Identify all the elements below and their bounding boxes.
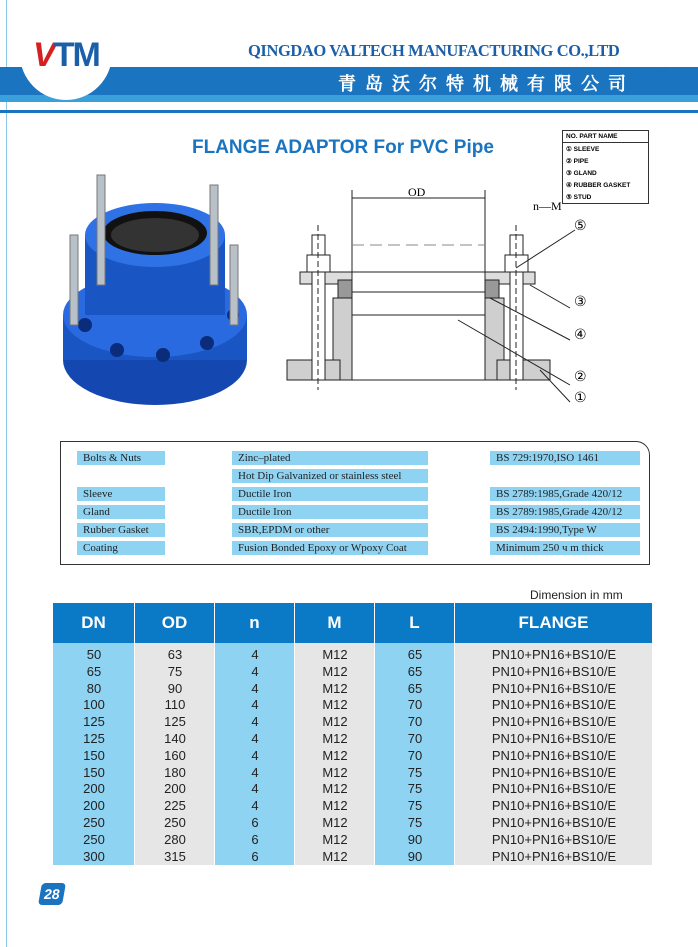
spec-part-cell: Coating <box>77 541 165 555</box>
table-cell: 90 <box>407 831 423 847</box>
table-cell: 90 <box>167 680 183 696</box>
table-cell: 280 <box>164 831 186 847</box>
table-cell: 150 <box>83 747 105 763</box>
legend-item: ② PIPE <box>566 158 589 165</box>
product-photo <box>55 165 255 425</box>
nm-label: n—M <box>533 199 562 213</box>
header-rule <box>0 110 698 113</box>
table-cell: 6 <box>251 815 259 830</box>
table-cell: PN10+PN16+BS10/E <box>491 764 617 780</box>
legend-header: NO. PART NAME <box>563 131 648 143</box>
page-number: 28 <box>38 883 66 905</box>
table-cell: 90 <box>407 848 423 864</box>
table-cell: 65 <box>86 663 102 679</box>
table-cell: 75 <box>407 781 423 797</box>
legend-item: ① SLEEVE <box>566 146 600 153</box>
table-cell: M12 <box>322 714 348 730</box>
table-cell: M12 <box>322 647 348 662</box>
table-cell: 50 <box>86 647 102 662</box>
table-cell: PN10+PN16+BS10/E <box>491 831 617 847</box>
table-cell: 4 <box>251 764 259 780</box>
legend-item: ③ GLAND <box>566 170 597 177</box>
table-cell: 70 <box>407 747 423 763</box>
table-cell: PN10+PN16+BS10/E <box>491 697 617 713</box>
table-cell: 4 <box>251 697 259 713</box>
table-cell: M12 <box>322 680 348 696</box>
table-cell: 315 <box>164 848 186 864</box>
spec-standard-cell: Minimum 250 ч m thick <box>490 541 640 555</box>
table-cell: 125 <box>83 714 105 730</box>
table-cell: PN10+PN16+BS10/E <box>491 815 617 830</box>
column-header-dn: DN <box>53 603 135 643</box>
table-cell: PN10+PN16+BS10/E <box>491 663 617 679</box>
spec-standard-cell: BS 2789:1985,Grade 420/12 <box>490 505 640 519</box>
table-cell: 65 <box>407 680 423 696</box>
page-border-line <box>6 0 7 947</box>
table-cell: 4 <box>251 798 259 814</box>
table-cell: 110 <box>164 697 186 713</box>
arrow-icon: ↙ <box>656 62 668 78</box>
table-cell: 4 <box>251 731 259 746</box>
callout-4: ④ <box>574 327 587 343</box>
table-cell: 6 <box>251 848 259 864</box>
page-title: FLANGE ADAPTOR For PVC Pipe <box>192 137 494 158</box>
table-cell: M12 <box>322 781 348 797</box>
dimension-note: Dimension in mm <box>530 588 623 602</box>
spec-part-cell: Sleeve <box>77 487 165 501</box>
table-cell: 180 <box>164 764 186 780</box>
table-cell: PN10+PN16+BS10/E <box>491 714 617 730</box>
table-cell: PN10+PN16+BS10/E <box>491 848 617 864</box>
company-logo: VTM <box>33 36 99 74</box>
spec-material-cell: Fusion Bonded Epoxy or Wpoxy Coat <box>232 541 428 555</box>
table-cell: M12 <box>322 815 348 830</box>
table-cell: M12 <box>322 747 348 763</box>
table-cell: 80 <box>86 680 102 696</box>
table-cell: PN10+PN16+BS10/E <box>491 747 617 763</box>
spec-part-cell: Bolts & Nuts <box>77 451 165 465</box>
table-cell: M12 <box>322 798 348 814</box>
table-cell: 4 <box>251 647 259 662</box>
table-cell: PN10+PN16+BS10/E <box>491 680 617 696</box>
column-header-od: OD <box>135 603 215 643</box>
table-cell: 4 <box>251 714 259 730</box>
table-cell: 140 <box>164 731 186 746</box>
table-cell: 150 <box>83 764 105 780</box>
table-cell: 250 <box>83 815 105 830</box>
spec-material-cell: Hot Dip Galvanized or stainless steel <box>232 469 428 483</box>
spec-material-cell: Ductile Iron <box>232 487 428 501</box>
callout-1: ① <box>574 390 587 406</box>
callout-3: ③ <box>574 294 587 310</box>
callout-5: ⑤ <box>574 218 587 234</box>
table-cell: 200 <box>164 781 186 797</box>
spec-material-cell: SBR,EPDM or other <box>232 523 428 537</box>
table-cell: 200 <box>83 781 105 797</box>
column-header-flange: FLANGE <box>455 603 653 643</box>
od-label: OD <box>408 185 426 199</box>
table-cell: 160 <box>164 747 186 763</box>
table-cell: 4 <box>251 663 259 679</box>
table-cell: 250 <box>83 831 105 847</box>
table-cell: PN10+PN16+BS10/E <box>491 781 617 797</box>
table-cell: 65 <box>407 647 423 662</box>
table-cell: 75 <box>407 764 423 780</box>
table-cell: 125 <box>164 714 186 730</box>
column-header-l: L <box>375 603 455 643</box>
table-cell: 225 <box>164 798 186 814</box>
spec-material-cell: Zinc–plated <box>232 451 428 465</box>
table-cell: 63 <box>167 647 183 662</box>
table-cell: 100 <box>83 697 105 713</box>
table-cell: 4 <box>251 680 259 696</box>
legend-item: ⑤ STUD <box>566 194 592 201</box>
table-cell: 75 <box>407 815 423 830</box>
table-cell: M12 <box>322 663 348 679</box>
table-cell: PN10+PN16+BS10/E <box>491 731 617 746</box>
company-name-cn: 青岛沃尔特机械有限公司 <box>338 74 635 95</box>
spec-material-cell: Ductile Iron <box>232 505 428 519</box>
technical-drawing <box>280 180 600 420</box>
spec-standard-cell: BS 2789:1985,Grade 420/12 <box>490 487 640 501</box>
spec-standard-cell: BS 2494:1990,Type W <box>490 523 640 537</box>
header-band-light <box>0 95 698 102</box>
table-cell: PN10+PN16+BS10/E <box>491 798 617 814</box>
spec-part-cell: Rubber Gasket <box>77 523 165 537</box>
table-cell: 250 <box>164 815 186 830</box>
callout-2: ② <box>574 369 587 385</box>
table-cell: 300 <box>83 848 105 864</box>
company-name-en: QINGDAO VALTECH MANUFACTURING CO.,LTD <box>248 41 620 60</box>
table-cell: 200 <box>83 798 105 814</box>
table-cell: M12 <box>322 831 348 847</box>
parts-legend <box>562 130 649 204</box>
table-cell: 4 <box>251 781 259 797</box>
table-cell: 4 <box>251 747 259 763</box>
spec-standard-cell: BS 729:1970,ISO 1461 <box>490 451 640 465</box>
table-cell: 65 <box>407 663 423 679</box>
table-cell: M12 <box>322 764 348 780</box>
table-cell: M12 <box>322 697 348 713</box>
table-cell: 75 <box>167 663 183 679</box>
table-cell: 125 <box>83 731 105 746</box>
legend-item: ④ RUBBER GASKET <box>566 182 631 189</box>
table-cell: 75 <box>407 798 423 814</box>
column-header-m: M <box>295 603 375 643</box>
table-cell: M12 <box>322 848 348 864</box>
table-cell: 6 <box>251 831 259 847</box>
column-header-n: n <box>215 603 295 643</box>
table-cell: 70 <box>407 714 423 730</box>
table-cell: 70 <box>407 697 423 713</box>
table-cell: PN10+PN16+BS10/E <box>491 647 617 662</box>
spec-part-cell: Gland <box>77 505 165 519</box>
table-cell: 70 <box>407 731 423 746</box>
table-cell: M12 <box>322 731 348 746</box>
